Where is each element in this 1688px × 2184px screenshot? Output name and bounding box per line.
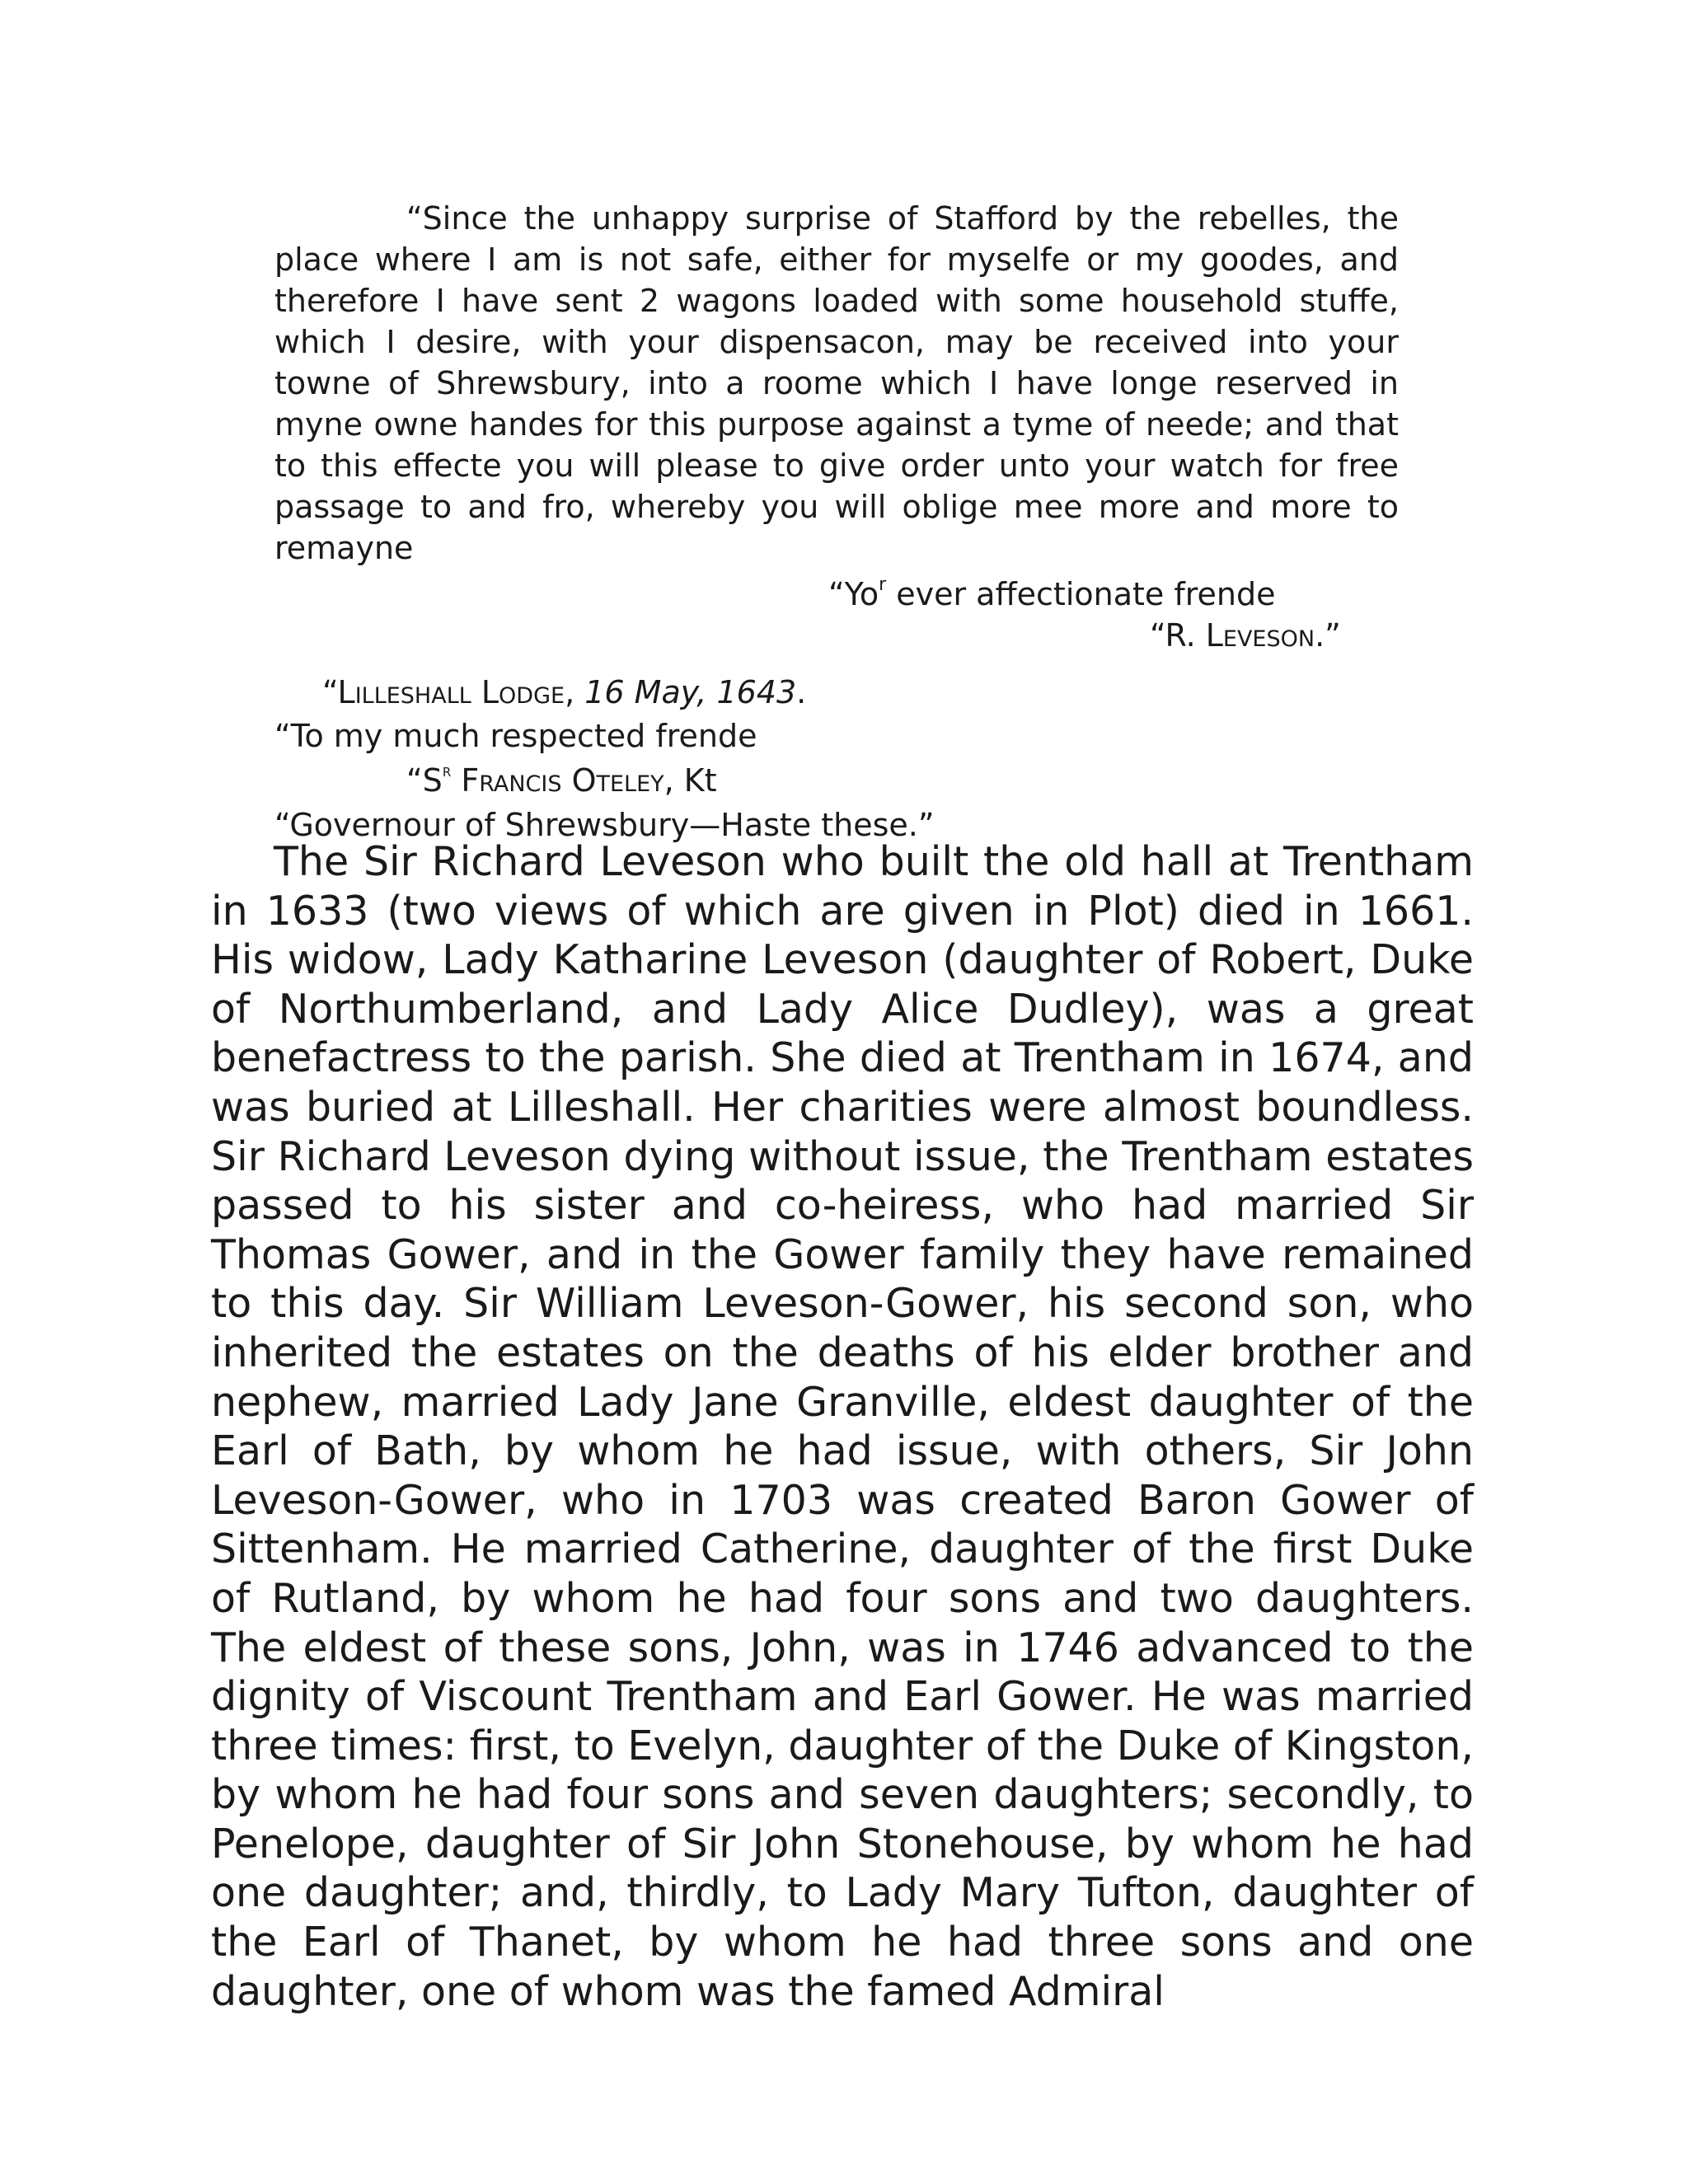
- address-line-2: [274, 758, 1399, 803]
- address-suffix: Kt: [673, 762, 717, 799]
- address-line-3: “Governour of Shrewsbury—Haste these.”: [274, 807, 935, 843]
- letter-signature: “R. Leveson.”: [1150, 617, 1341, 654]
- closing-pre: “Yo: [828, 576, 879, 612]
- letter-body: “Since the unhappy surprise of Stafford by the rebelles, the place where I am is not safe, either for myselfe or my goodes, and therefore I have sent 2 wagons loaded with some household stuffe, which I desire, with your dispensacon, may be received into your towne of Shrewsbury, into a roome which I have longe reserved in myne owne handes for this purpose against a tyme of neede; and that to this effecte you will please to give order unto your watch for free passage to and fro, whereby you will oblige mee more and more to remayne: [274, 200, 1399, 566]
- date-value: 16 May, 1643: [584, 674, 797, 710]
- quoted-letter: [274, 198, 1399, 847]
- address-line-1: “To my much respected frende: [274, 718, 757, 754]
- closing-superscript: r: [879, 574, 887, 596]
- address-prefix: “S: [406, 762, 443, 799]
- date-place: “Lilleshall Lodge,: [322, 674, 575, 710]
- date-end: .: [796, 674, 807, 710]
- letter-dateline: [274, 671, 1399, 714]
- letter-closing: [274, 574, 1399, 615]
- main-paragraph: The Sir Richard Leveson who built the old hall at Trentham in 1633 (two views of which are given in Plot) died in 1661. His widow, Lady Katharine Leveson (daughter of Robert, Duke of Northumberland, and Lady Alice Dudley), was a great benefactress to the parish. She died at Trentham in 1674, and was buried at Lilleshall. Her charities were almost boundless. Sir Richard Leveson dying without issue, the Trentham estates passed to his sister and co-heiress, who had married Sir Thomas Gower, and in the Gower family they have remained to this day. Sir William Leveson-Gower, his second son, who inherited the estates on the deaths of his elder brother and nephew, married Lady Jane Granville, eldest daughter of the Earl of Bath, by whom he had issue, with others, Sir John Leveson-Gower, who in 1703 was created Baron Gower of Sittenham. He married Catherine, daughter of the first Duke of Rutland, by whom he had four sons and two daughters. The eldest of these sons, John, was in 1746 advanced to the dignity of Viscount Trentham and Earl Gower. He was married three times: first, to Evelyn, daughter of the Duke of Kingston, by whom he had four sons and seven daughters; secondly, to Penelope, daughter of Sir John Stonehouse, by whom he had one daughter; and, thirdly, to Lady Mary Tufton, daughter of the Earl of Thanet, by whom he had three sons and one daughter, one of whom was the famed Admiral: [211, 838, 1474, 2015]
- address-name: Francis Oteley,: [461, 762, 674, 799]
- address-superscript: r: [442, 761, 452, 782]
- closing-post: ever affectionate frende: [886, 576, 1276, 612]
